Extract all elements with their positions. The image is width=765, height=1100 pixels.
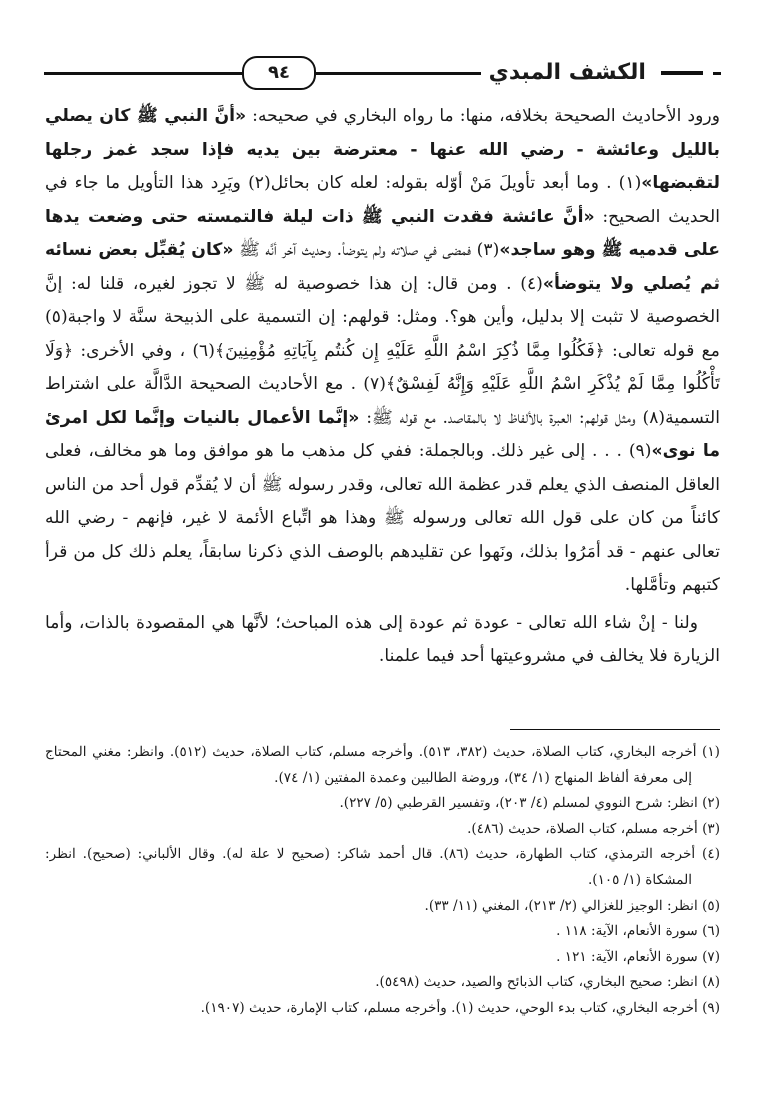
text-run: (٣) فمضى في صلاته ولم يتوضأ. وحديث آخر أنَّه ﷺ	[233, 240, 500, 260]
text-run: ويَرِد هذا التأويل ما جاء في الحديث الصحيح:	[45, 173, 720, 227]
text-run: (٤) . ومن قال: إن هذا خصوصية له ﷺ لا تجوز لغيره، قلنا له: إنَّ الخصوصية لا تثبت إلا بدليل، وأين هو؟. ومثل: قولهم: إن التسمية على الذبيحة سنَّة لا واجبة	[45, 273, 720, 327]
footnote-ref: (٥)	[45, 307, 68, 327]
footnote-7: (٧) سورة الأنعام، الآية: ١٢١ .	[556, 948, 720, 965]
footnote-2: (٢) انظر: شرح النووي لمسلم (٤/ ٢٠٣)، وتفسير القرطبي (٥/ ٢٢٧).	[339, 795, 720, 812]
page-number: ٩٤	[242, 56, 316, 90]
hadith-quote: «أنَّ النبي ﷺ كان يصلي بالليل وعائشة - رضي الله عنها - معترضة بين يديه فإذا سجد غمز رجلها لتقبضها»	[45, 106, 720, 193]
footnote-1: (١) أخرجه البخاري، كتاب الصلاة، حديث (٣٨٢، ٥١٣). وأخرجه مسلم، كتاب الصلاة، حديث (٥١٢). وانظر: مغني المحتاج إلى معرفة ألفاظ المنهاج (١/ ٣٤)، وروضة الطالبين وعمدة المفتين (١/ ٧٤).	[45, 744, 720, 786]
text-run: (٧) . مع الأحاديث الصحيحة الدَّالَّة على اشتراط التسمية	[45, 374, 721, 428]
hadith-quote: «أنَّ عائشة فقدت النبي ﷺ ذات ليلة فالتمسته حتى وضعت يدها على قدميه ﷺ وهو ساجد»	[45, 206, 720, 260]
footnote-ref: (٢)	[248, 173, 271, 193]
footnote-3: (٣) أخرجه مسلم، كتاب الصلاة، حديث (٤٨٦).	[467, 820, 720, 837]
text-run: (٩) . . . إلى غير ذلك. وبالجملة: ففي كل مذهب ما هو موافق وما هو مخالف، فعلى العاقل المنصف الذي يعلم قدر عظمة الله تعالى، وقدر رسوله ﷺ أن لا يُقدِّم قول أحد من الناس كائناً من كان على قول الله تعالى ورسوله ﷺ وهذا هو اتِّباع الأئمة لا غير، فإنهم - رضي الله تعالى عنهم - قد أمَرُوا بذلك، ونَهوا عن تقليدهم بالوصف الذي ذكرنا سابقاً، يعلم ذلك كل من قرأ كتبهم وتأمَّلها.	[45, 441, 720, 595]
header-ornament-bar	[661, 71, 703, 75]
paragraph-1	[45, 100, 720, 603]
main-text	[45, 100, 720, 674]
quran-verse: ﴿فَكُلُوا مِمَّا ذُكِرَ اسْمُ اللَّهِ عَلَيْهِ إِن كُنتُم بِآيَاتِهِ مُؤْمِنِينَ﴾	[215, 340, 605, 361]
footnotes	[45, 740, 720, 1022]
text-run: ومثل قولهم: العبرة بالألفاظ لا بالمقاصد. مع قوله ﷺ:	[359, 407, 643, 428]
text-run: (١) . وما أبعد تأويلَ مَنْ أوّله بقوله: لعله كان بحائل	[270, 173, 642, 193]
text-run: ورود الأحاديث الصحيحة بخلافه، منها: ما رواه البخاري في صحيحه:	[246, 106, 721, 126]
text-run: مع قوله تعالى:	[604, 340, 720, 361]
footnote-ref: (٨)	[642, 407, 666, 428]
paragraph-2: ولنا - إنْ شاء الله تعالى - عودة ثم عودة إلى هذه المباحث؛ لأنَّها هي المقصودة بالذات، وأما الزيارة فلا يخالف في مشروعيتها أحد فيما علمنا.	[45, 612, 720, 666]
footnote-separator	[510, 729, 720, 730]
footnote-5: (٥) انظر: الوجيز للغزالي (٢/ ٢١٣)، المغني (١١/ ٣٣).	[424, 897, 720, 914]
book-title: الكشف المبدي	[488, 60, 646, 85]
text-run: (٦) ، وفي الأخرى:	[73, 340, 215, 361]
footnote-4: (٤) أخرجه الترمذي، كتاب الطهارة، حديث (٨٦). قال أحمد شاكر: (صحيح لا علة له). وقال الألباني: (صحيح). انظر: المشكاة (١/ ١٠٥).	[45, 846, 720, 888]
quran-verse: ﴿وَلَا تَأْكُلُوا مِمَّا لَمْ يُذْكَرِ اسْمُ اللَّهِ عَلَيْهِ وَإِنَّهُ لَفِسْقٌ﴾	[45, 340, 721, 394]
page-header	[44, 50, 721, 96]
hadith-quote: «كان يُقبِّل بعض نسائه ثم يُصلي ولا يتوضأ»	[45, 240, 720, 294]
footnote-6: (٦) سورة الأنعام، الآية: ١١٨ .	[556, 923, 720, 940]
hadith-quote: «إنَّما الأعمال بالنيات وإنَّما لكل امرئ ما نوى»	[45, 407, 720, 461]
footnote-8: (٨) انظر: صحيح البخاري، كتاب الذبائح والصيد، حديث (٥٤٩٨).	[375, 974, 720, 991]
header-title-box	[481, 58, 713, 88]
footnote-9: (٩) أخرجه البخاري، كتاب بدء الوحي، حديث (١). وأخرجه مسلم، كتاب الإمارة، حديث (١٩٠٧).	[200, 999, 720, 1016]
